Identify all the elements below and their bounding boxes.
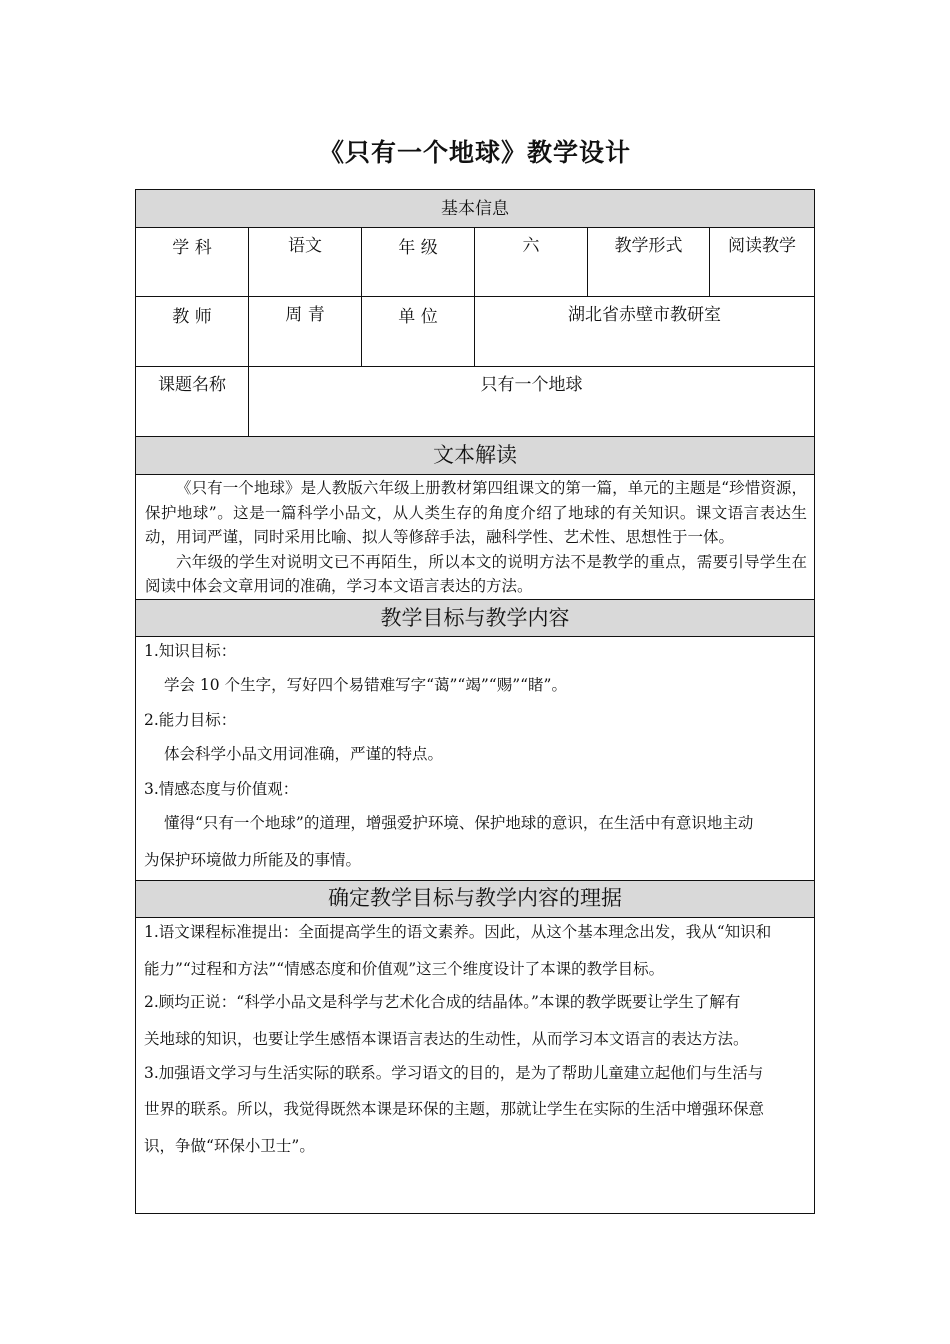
goal-heading-ability: 2.能力目标： (144, 711, 237, 729)
rule (135, 296, 815, 297)
section-title-text-reading: 文本解读 (433, 443, 517, 467)
topic-value: 只有一个地球 (480, 375, 583, 395)
teacher-label: 教 师 (172, 307, 212, 327)
rationale-line: 2.顾均正说：“科学小品文是科学与艺术化合成的结晶体。”本课的教学既要让学生了解有 (144, 993, 741, 1011)
teaching-form-value: 阅读教学 (728, 236, 796, 256)
text-reading-paragraph: 《只有一个地球》是人教版六年级上册教材第四组课文的第一篇，单元的主题是“珍惜资源，保护地球”。这是一篇科学小品文，从人类生存的角度介绍了地球的有关知识。课文语言表达生动，用词严谨，同时采用比喻、拟人等修辞手法，融科学性、艺术性、思想性于一体。 (145, 479, 807, 546)
page-title: 《只有一个地球》教学设计 (318, 138, 631, 167)
rule (135, 636, 815, 637)
subject-label: 学 科 (172, 238, 212, 258)
rule (135, 366, 815, 367)
subject-value: 语文 (288, 236, 322, 256)
rule (135, 189, 136, 1214)
rationale-line: 能力”“过程和方法”“情感态度和价值观”这三个维度设计了本课的教学目标。 (144, 960, 665, 978)
unit-label: 单 位 (398, 307, 438, 327)
rationale-line: 1.语文课程标准提出：全面提高学生的语文素养。因此，从这个基本理念出发，我从“知识和 (144, 923, 772, 941)
goal-knowledge-text: 学会 10 个生字，写好四个易错难写字“蔼”“竭”“赐”“睹”。 (164, 676, 567, 694)
rule (135, 599, 815, 600)
unit-value: 湖北省赤壁市教研室 (568, 305, 721, 325)
lesson-plan-table (135, 189, 815, 1214)
goal-emotion-text: 为保护环境做力所能及的事情。 (144, 851, 362, 869)
goal-heading-knowledge: 1.知识目标： (144, 642, 237, 660)
rationale-line: 3.加强语文学习与生活实际的联系。学习语文的目的，是为了帮助儿童建立起他们与生活与 (144, 1064, 764, 1082)
rule (135, 880, 815, 881)
grade-value: 六 (522, 236, 540, 256)
rule (135, 227, 815, 228)
goal-ability-text: 体会科学小品文用词准确，严谨的特点。 (164, 745, 444, 763)
rationale-line: 识，争做“环保小卫士”。 (144, 1137, 315, 1155)
goal-heading-emotion: 3.情感态度与价值观： (144, 780, 299, 798)
rationale-line: 世界的联系。所以，我觉得既然本课是环保的主题，那就让学生在实际的生活中增强环保意 (144, 1100, 765, 1118)
goal-emotion-text: 懂得“只有一个地球”的道理，增强爱护环境、保护地球的意识，在生活中有意识地主动 (164, 814, 754, 832)
rule (814, 189, 815, 1214)
section-title-basic-info: 基本信息 (441, 199, 509, 219)
grade-label: 年 级 (398, 238, 438, 258)
rationale-line: 关地球的知识，也要让学生感悟本课语言表达的生动性，从而学习本文语言的表达方法。 (144, 1030, 749, 1048)
topic-label: 课题名称 (158, 375, 226, 395)
section-title-goals: 教学目标与教学内容 (380, 606, 570, 630)
rule (135, 189, 815, 190)
rule (135, 474, 815, 475)
rule (135, 917, 815, 918)
rule (135, 436, 815, 437)
text-reading-body (145, 476, 807, 599)
teaching-form-label: 教学形式 (614, 236, 683, 256)
text-reading-paragraph: 六年级的学生对说明文已不再陌生，所以本文的说明方法不是教学的重点，需要引导学生在阅读中体会文章用词的准确，学习本文语言表达的方法。 (145, 552, 807, 595)
section-title-rationale: 确定教学目标与教学内容的理据 (328, 886, 622, 910)
teacher-value: 周 青 (285, 305, 325, 325)
rule (135, 1213, 815, 1214)
